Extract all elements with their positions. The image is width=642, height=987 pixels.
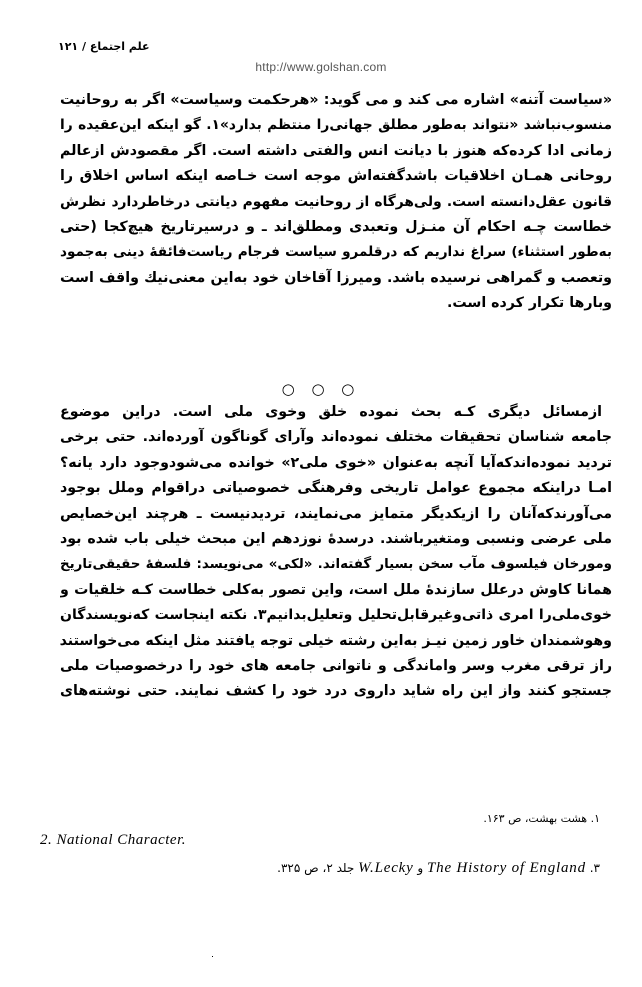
paragraph-1 [60,88,612,317]
footnote-3 [277,860,600,877]
scan-speck [212,956,213,957]
footnote-1: ۱. هشت بهشت، ص ۱۶۳. [483,812,600,825]
running-head: علم اجتماع / ۱۲۱ [58,40,150,53]
text-line: امـا دراینکه مجموع عوامل تاریخی وفرهنگی خصوصیاتی دراقوام وملل بوجود [60,480,612,497]
text-line: همانا کاوش درعلل سازندهٔ ملل است، واین تصور به‌کلی خطاست کـه خلقیات و [60,581,612,598]
paragraph-2 [60,400,612,705]
footnote-3-connector: و [417,861,424,875]
text-line: زمانی ادا کرده‌که هنوز با دیانت انس والفتی داشته است. اگر مقصودش ازعالم [60,142,612,159]
text-line: راز ترقی مغرب وسر واماندگی و ناتوانی جامعه های خود را درخصوصیات ملی [60,658,612,675]
text-line: جستجو کنند واز این راه شاید داروی درد خود را کشف نمایند. حتی نوشته‌های [60,683,612,700]
text-line: روحانی همـان اخلاقیات باشدگفته‌اش موجه است خـاصه اینکه اساس اخلاق را [60,168,612,185]
text-line: خطاست چـه احکام آن منـزل وتعبدی ومطلق‌اند ـ و درسیرتاریخ هیچ‌کجا (حتی [60,219,612,236]
text-line: وتعصب و گمراهی نرسیده باشد. ومیرزا آقاخان خود به‌این معنی‌نیك واقف است [60,269,612,286]
section-divider-ornament: ○ ○ ○ [281,380,361,398]
text-line: تردید نموده‌اندکه‌آیا آنچه به‌عنوان «خوی ملی۲» خوانده می‌شودوجود دارد یانه؟ [60,454,612,471]
text-line: وبارها تکرار کرده است. [446,295,612,312]
text-line: ازمسائل دیگری کـه بحث نموده خلق وخوی ملی است. دراین موضوع [60,404,602,420]
text-line: منسوب‌نباشد «نتواند به‌طور مطلق جهانی‌را منتظم بدارد»۱. گو اینکه این‌عقیده را [60,117,612,134]
text-line: ومورخان فیلسوف مآب سخن بسیار گفته‌اند. «لکی» می‌نویسد: فلسفهٔ حقیقی‌تاریخ [60,557,612,573]
text-line: می‌آورندکه‌آنان را ازیکدیگر متمایز می‌نمایند، تردیدنیست ـ هرچند این‌خصایص [60,505,612,522]
text-line: «سیاست آتنه» اشاره می کند و می گوید: «هرحکمت وسیاست» اگر به روحانیت [60,92,612,108]
text-line: به‌طور استثناء) سراغ نداریم که درقلمرو سیاست فرجام ریاست‌فائقهٔ دینی به‌جمود [60,244,612,261]
text-line: ملی عرضی ونسبی ومتغیرباشند. درسدهٔ نوزدهم این مبحث خیلی باب شده بود [60,531,612,548]
footnote-3-number: ۳. [589,861,600,875]
footnote-3-title: The History of England [427,860,586,876]
text-line: قانون عقل‌دانسته است. ولی‌هرگاه از روحانیت مفهوم دیانتی درخاطردارد نظرش [60,193,612,210]
text-line: جامعه شناسان تحقیقات مختلف نموده‌اند وآرای گوناگون آورده‌اند. حتی برخی [60,429,612,446]
text-line: وهوشمندان خاور زمین نیـز به‌این رشته خیلی توجه یافتند مثل اینکه می‌خواستند [60,632,612,649]
footnote-3-tail: جلد ۲، ص ۳۲۵. [277,861,355,875]
text-line: خوی‌ملی‌را امری ذاتی‌وغیرقابل‌تحلیل وتعلیل‌بدانیم۳. نکته اینجاست که‌نویسندگان [60,607,612,624]
footnote-2: 2. National Character. [40,832,187,848]
footnote-3-author: W.Lecky [358,860,414,876]
site-url-watermark: http://www.golshan.com [255,60,387,74]
